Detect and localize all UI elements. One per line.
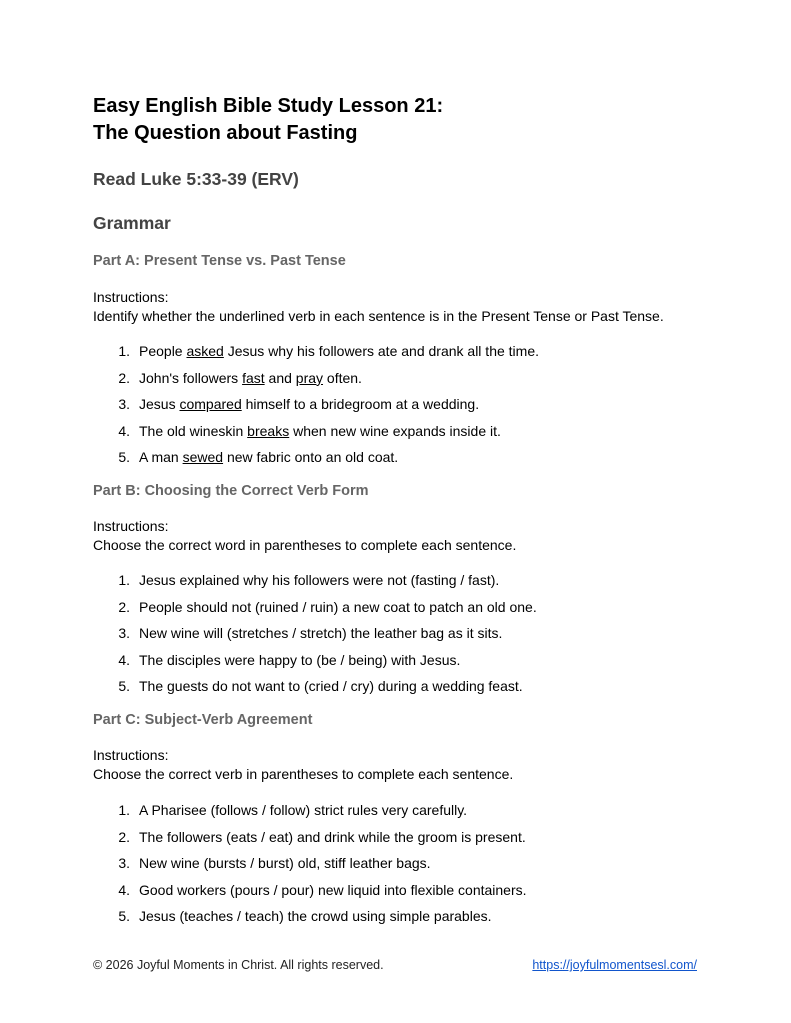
reading-heading: Read Luke 5:33-39 (ERV) bbox=[93, 169, 299, 189]
list-item: 1. Jesus explained why his followers were not (fasting / fast). bbox=[118, 572, 500, 588]
title-line-1: Easy English Bible Study Lesson 21: bbox=[93, 95, 444, 117]
list-item: 2. People should not (ruined / ruin) a new coat to patch an old one. bbox=[118, 598, 537, 615]
grammar-heading: Grammar bbox=[93, 213, 171, 233]
underlined-verb: sewed bbox=[182, 449, 224, 466]
part-c-instructions bbox=[93, 746, 513, 784]
list-item: 3. Jesus compared himself to a bridegroom at a wedding. bbox=[118, 396, 480, 413]
instructions-label: Instructions: bbox=[93, 747, 169, 763]
list-item: 3. New wine will (stretches / stretch) the leather bag as it sits. bbox=[118, 625, 503, 642]
instructions-label: Instructions: bbox=[93, 518, 169, 534]
lesson-title bbox=[93, 93, 443, 147]
part-a-list bbox=[93, 342, 539, 475]
underlined-verb: fast bbox=[242, 369, 265, 386]
instructions-text: Choose the correct verb in parentheses to complete each sentence. bbox=[93, 766, 514, 782]
part-b-instructions bbox=[93, 517, 516, 555]
instructions-label: Instructions: bbox=[93, 289, 169, 305]
part-c-heading: Part C: Subject-Verb Agreement bbox=[93, 712, 313, 728]
part-a-instructions bbox=[93, 288, 664, 326]
part-b-heading: Part B: Choosing the Correct Verb Form bbox=[93, 483, 369, 499]
copyright-text: © 2026 Joyful Moments in Christ. All rights reserved. bbox=[93, 958, 384, 972]
list-item: 4. The disciples were happy to (be / being) with Jesus. bbox=[118, 651, 461, 668]
title-line-2: The Question about Fasting bbox=[93, 122, 358, 144]
list-item: 2. The followers (eats / eat) and drink while the groom is present. bbox=[118, 828, 526, 845]
list-item: 2. John's followers fast and pray often. bbox=[118, 369, 362, 386]
underlined-verb: pray bbox=[295, 369, 324, 386]
underlined-verb: asked bbox=[186, 343, 224, 359]
part-c-list bbox=[93, 801, 527, 934]
list-item: 1. People asked Jesus why his followers ate and drank all the time. bbox=[118, 343, 539, 359]
instructions-text: Choose the correct word in parentheses to complete each sentence. bbox=[93, 537, 517, 553]
list-item: 4. The old wineskin breaks when new wine expands inside it. bbox=[118, 422, 501, 439]
underlined-verb: compared bbox=[179, 396, 242, 413]
website-link[interactable]: https://joyfulmomentsesl.com/ bbox=[532, 958, 697, 972]
list-item: 5. The guests do not want to (cried / cry) during a wedding feast. bbox=[118, 678, 523, 695]
list-item: 3. New wine (bursts / burst) old, stiff leather bags. bbox=[118, 855, 431, 872]
list-item: 5. Jesus (teaches / teach) the crowd using simple parables. bbox=[118, 908, 492, 925]
part-b-list bbox=[93, 571, 537, 704]
list-item: 1. A Pharisee (follows / follow) strict rules very carefully. bbox=[118, 802, 468, 818]
part-a-heading: Part A: Present Tense vs. Past Tense bbox=[93, 253, 346, 269]
underlined-verb: breaks bbox=[247, 422, 290, 439]
list-item: 5. A man sewed new fabric onto an old coat. bbox=[118, 449, 399, 466]
list-item: 4. Good workers (pours / pour) new liquid into flexible containers. bbox=[118, 881, 527, 898]
instructions-text: Identify whether the underlined verb in each sentence is in the Present Tense or Past Tense. bbox=[93, 308, 664, 324]
